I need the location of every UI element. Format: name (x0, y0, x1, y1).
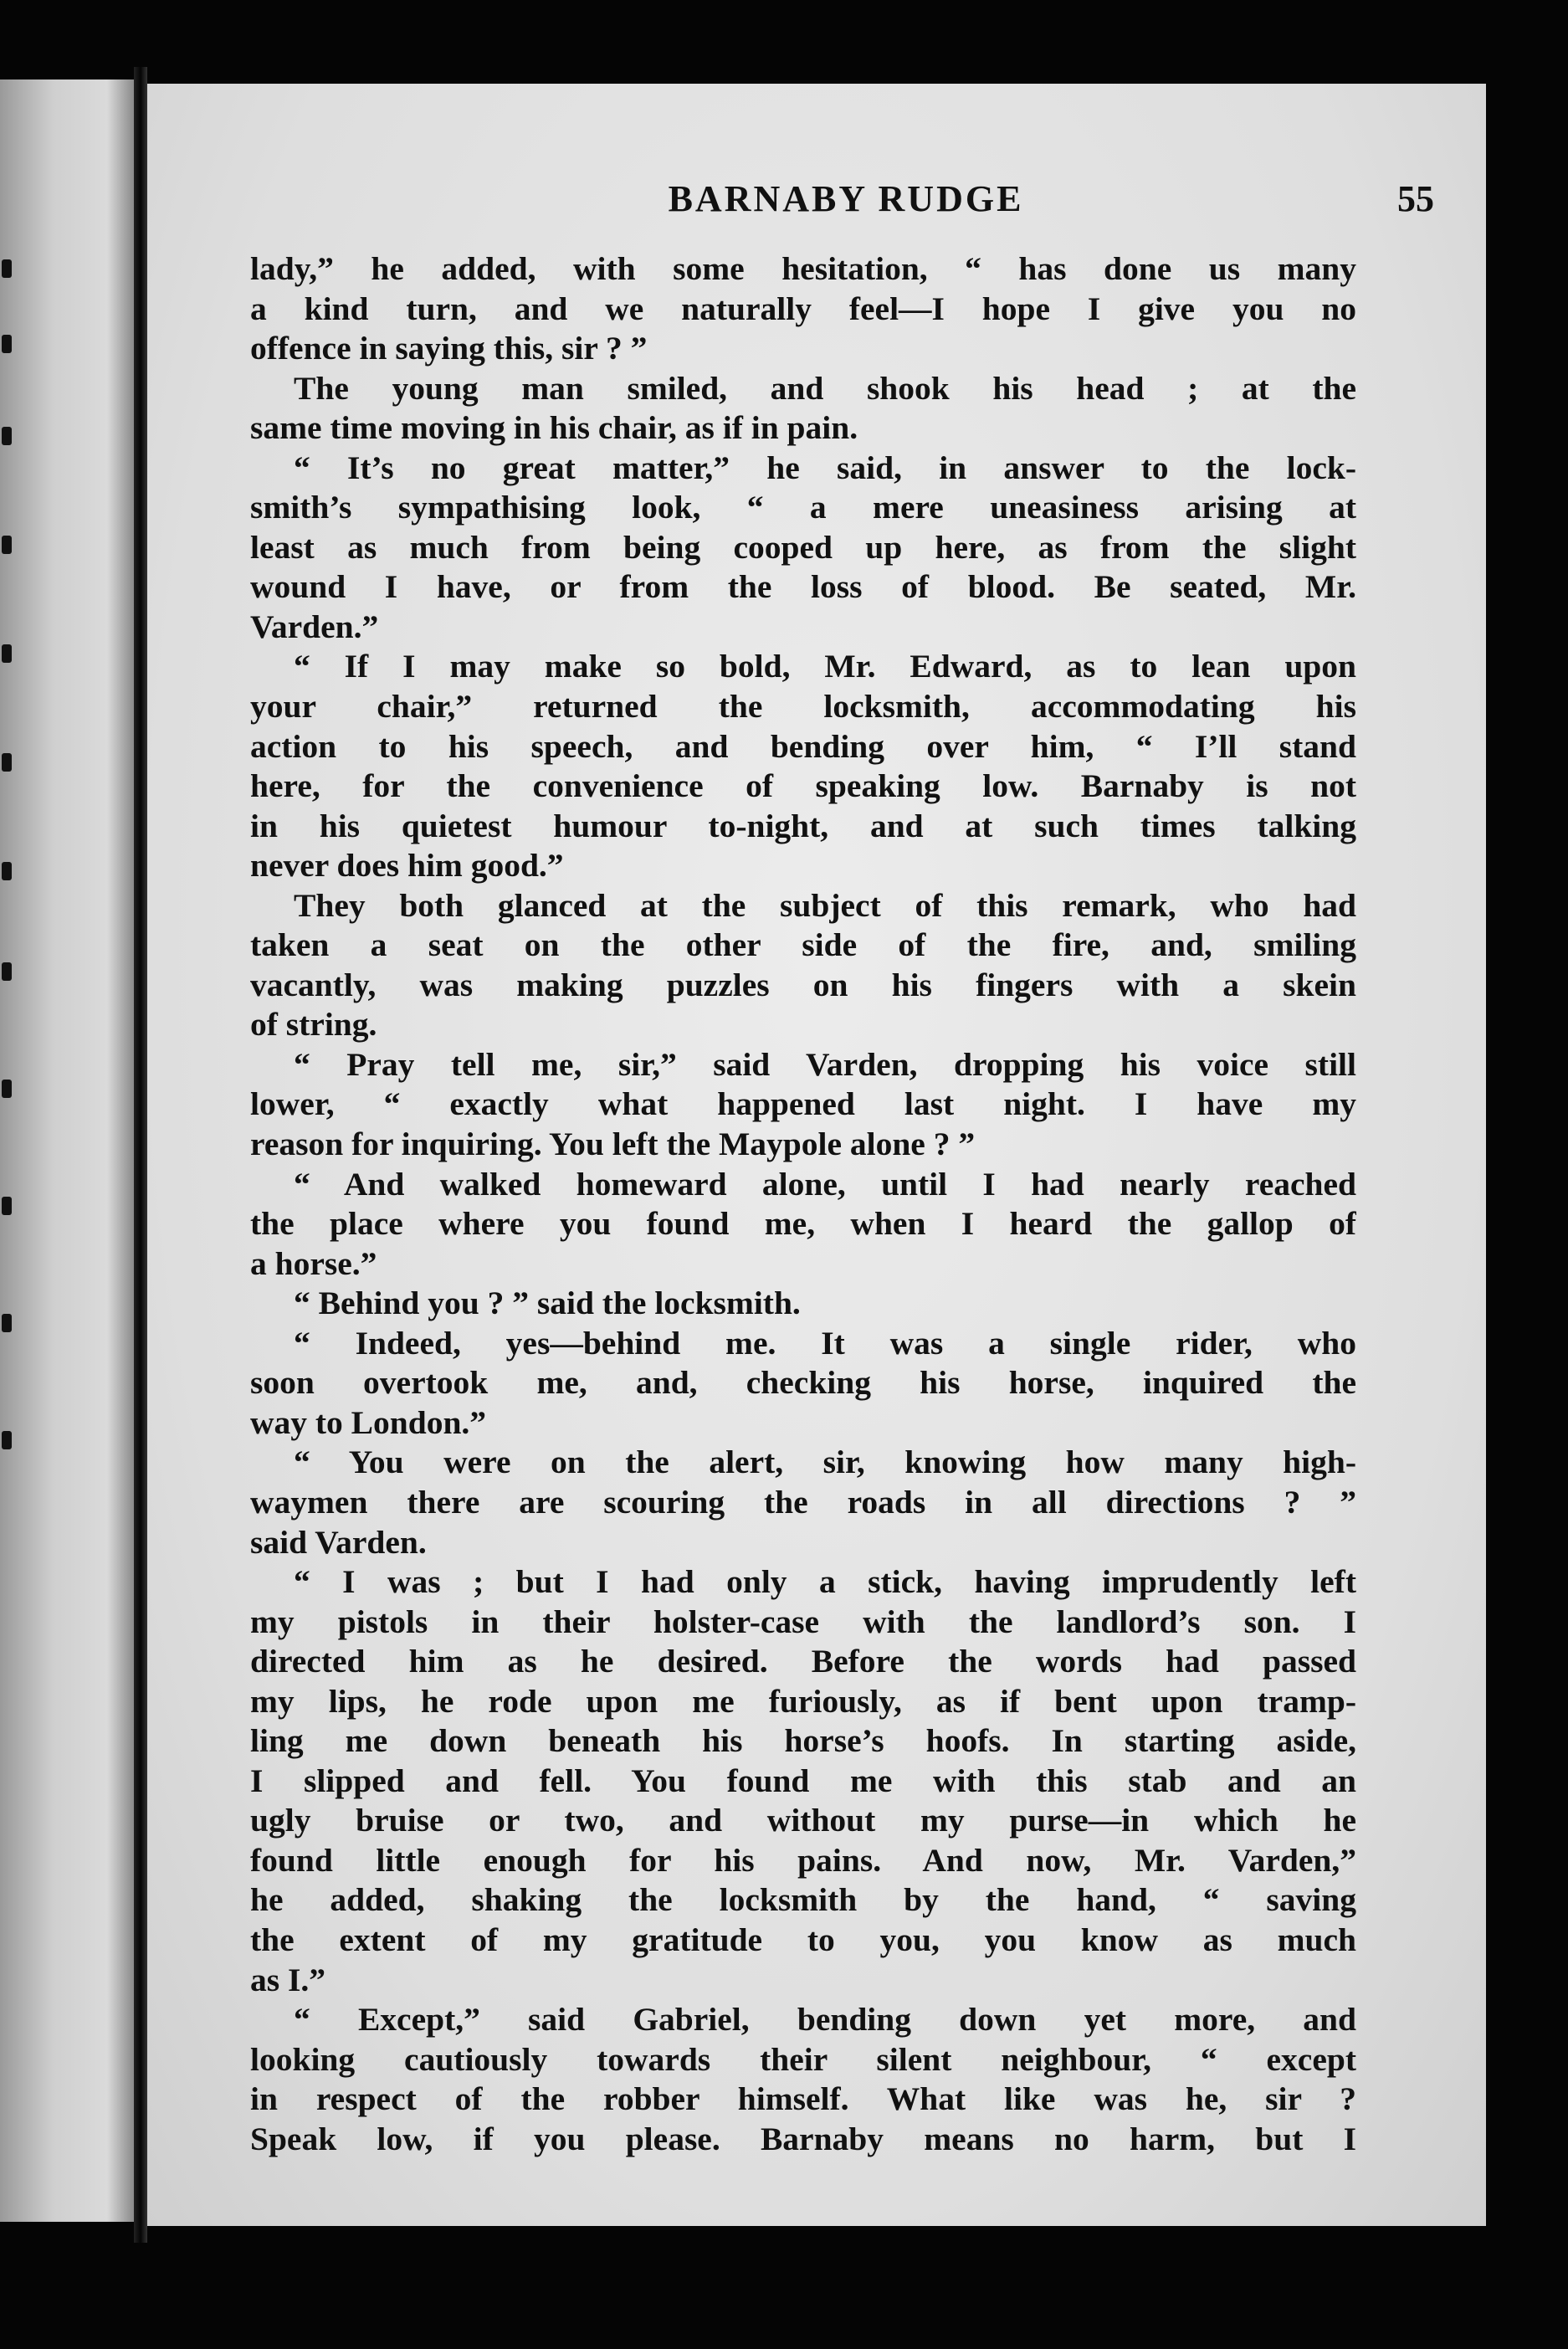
text-line: the place where you found me, when I heard the gallop of (250, 1205, 1356, 1243)
text-line: “ If I may make so bold, Mr. Edward, as to lean upon (294, 648, 1356, 685)
running-title: BARNABY RUDGE (668, 178, 1024, 219)
text-line: said Varden. (250, 1523, 427, 1561)
body-text (250, 249, 1356, 2159)
text-line: the extent of my gratitude to you, you know as much (250, 1921, 1356, 1958)
facing-page-edge (0, 79, 134, 2222)
text-line: “ Behind you ? ” said the locksmith. (294, 1285, 801, 1322)
text-line: ling me down beneath his horse’s hoofs. In starting aside, (250, 1722, 1356, 1760)
text-line: of string. (250, 1006, 377, 1044)
text-line: taken a seat on the other side of the fire, and, smiling (250, 926, 1356, 964)
book-page (147, 84, 1486, 2226)
text-line: “ It’s no great matter,” he said, in answer to the lock- (294, 449, 1356, 486)
text-line: soon overtook me, and, checking his horse, inquired the (250, 1364, 1356, 1402)
text-line: a horse.” (250, 1244, 377, 1282)
text-line: here, for the convenience of speaking low. Barnaby is not (250, 767, 1356, 805)
text-line: never does him good.” (250, 847, 564, 885)
text-line: your chair,” returned the locksmith, accommodating his (250, 688, 1356, 726)
text-line: “ And walked homeward alone, until I had nearly reached (294, 1165, 1356, 1203)
text-line: The young man smiled, and shook his head ; at the (294, 369, 1356, 407)
text-line: vacantly, was making puzzles on his fingers with a skein (250, 966, 1356, 1003)
text-line: lower, “ exactly what happened last night. I have my (250, 1085, 1356, 1123)
page-number: 55 (1397, 178, 1434, 219)
text-line: smith’s sympathising look, “ a mere uneasiness arising at (250, 489, 1356, 526)
running-head (248, 177, 1444, 236)
text-line: They both glanced at the subject of this remark, who had (294, 886, 1356, 924)
text-line: in his quietest humour to-night, and at such times talking (250, 807, 1356, 844)
text-line: offence in saying this, sir ? ” (250, 330, 648, 367)
text-line: a kind turn, and we naturally feel—I hope I give you no (250, 290, 1356, 327)
text-line: “ You were on the alert, sir, knowing how many high- (294, 1444, 1356, 1481)
text-line: same time moving in his chair, as if in pain. (250, 409, 858, 447)
text-line: I slipped and fell. You found me with this stab and an (250, 1762, 1356, 1799)
text-line: wound I have, or from the loss of blood. Be seated, Mr. (250, 568, 1356, 606)
text-line: directed him as he desired. Before the words had passed (250, 1643, 1356, 1680)
text-line: “ Pray tell me, sir,” said Varden, dropping his voice still (294, 1045, 1356, 1083)
facing-page-text-fragments (0, 209, 15, 1548)
text-line: as I.” (250, 1961, 325, 1998)
text-line: “ Except,” said Gabriel, bending down yet more, and (294, 2001, 1356, 2039)
book-gutter (134, 67, 147, 2243)
text-line: in respect of the robber himself. What like was he, sir ? (250, 2080, 1356, 2118)
text-line: Speak low, if you please. Barnaby means no harm, but I (250, 2120, 1356, 2157)
text-line: he added, shaking the locksmith by the hand, “ saving (250, 1881, 1356, 1919)
text-line: Varden.” (250, 608, 379, 645)
text-line: “ I was ; but I had only a stick, having imprudently left (294, 1563, 1356, 1601)
text-line: least as much from being cooped up here, as from the slight (250, 528, 1356, 566)
text-line: lady,” he added, with some hesitation, “ has done us many (250, 250, 1356, 287)
text-line: waymen there are scouring the roads in all directions ? ” (250, 1483, 1356, 1521)
text-line: “ Indeed, yes—behind me. It was a single rider, who (294, 1324, 1356, 1362)
text-line: ugly bruise or two, and without my purse—in which he (250, 1802, 1356, 1839)
text-line: action to his speech, and bending over him, “ I’ll stand (250, 727, 1356, 765)
text-line: my lips, he rode upon me furiously, as if bent upon tramp- (250, 1682, 1356, 1720)
text-line: reason for inquiring. You left the Maypole alone ? ” (250, 1126, 976, 1163)
text-line: looking cautiously towards their silent neighbour, “ except (250, 2040, 1356, 2078)
text-line: found little enough for his pains. And now, Mr. Varden,” (250, 1841, 1356, 1879)
text-line: way to London.” (250, 1403, 487, 1441)
text-line: my pistols in their holster-case with the landlord’s son. I (250, 1603, 1356, 1640)
